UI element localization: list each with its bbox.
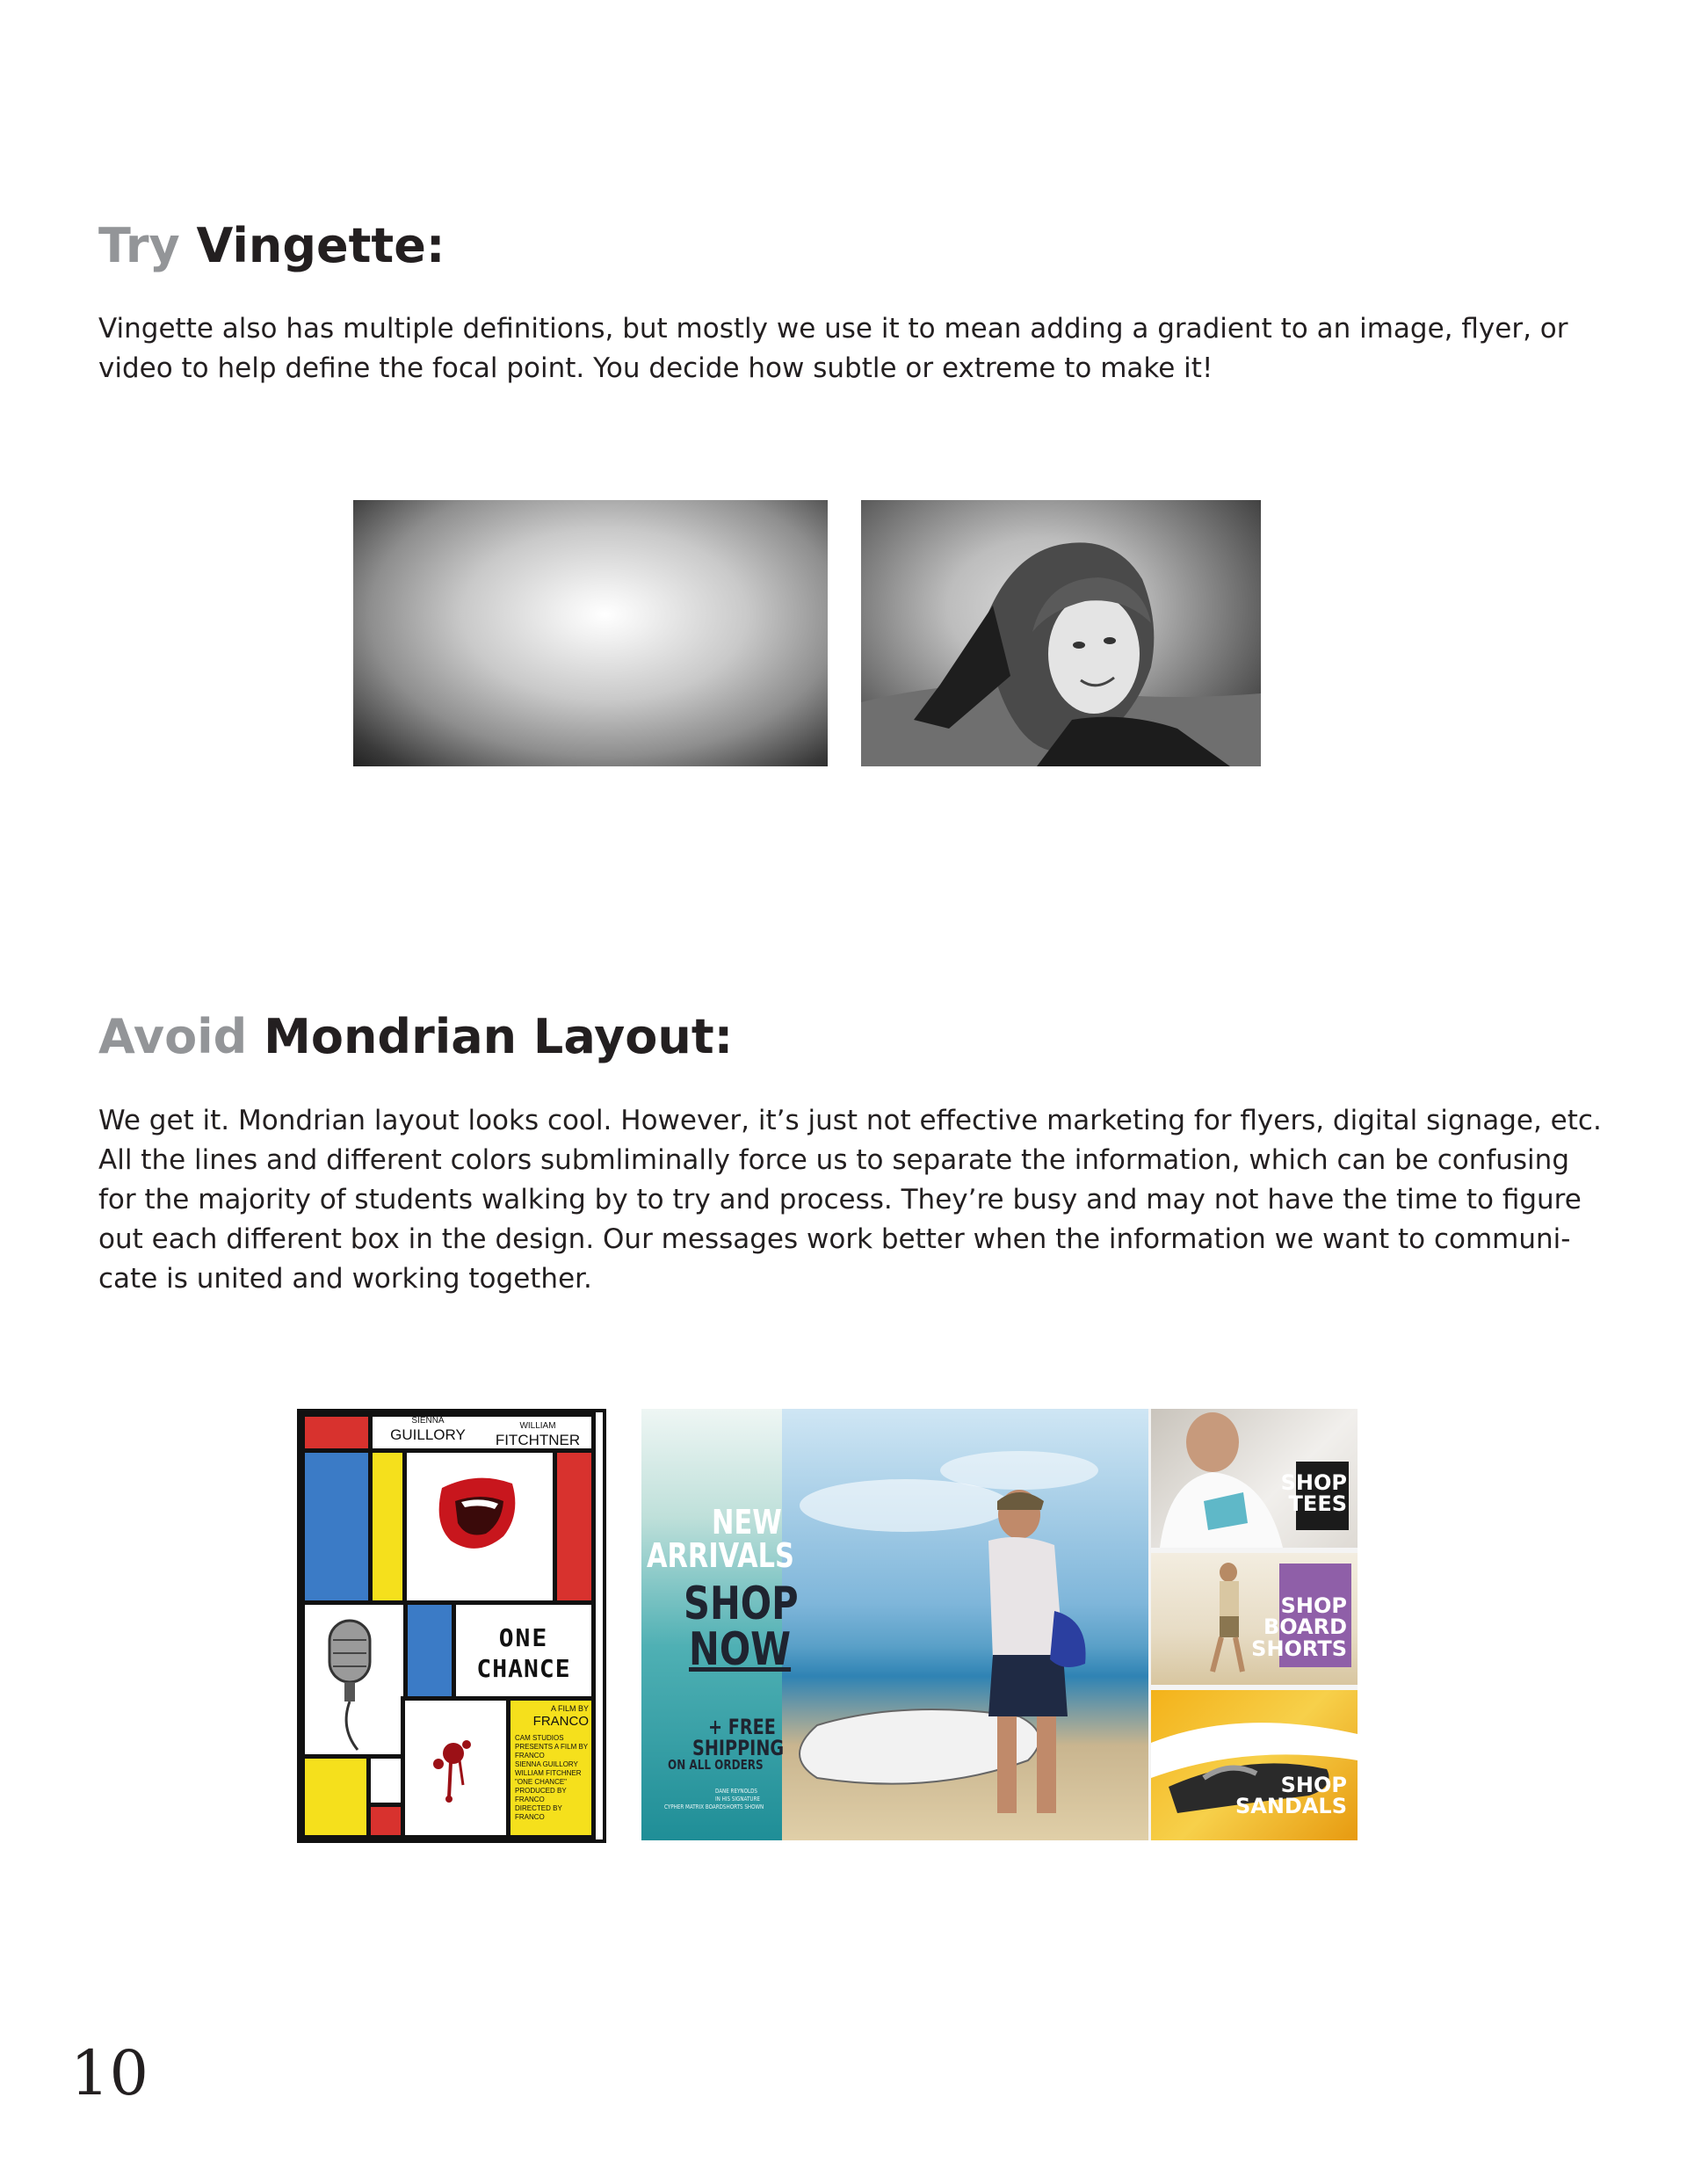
shop-tees-link[interactable]: SHOP TEES [1280,1470,1347,1517]
surf-shop-ad [641,1409,1358,1840]
mondrian-line-2: All the lines and different colors submliminally force us to separate the information, which can be confusing [98,1144,1569,1176]
poster-actor2-first: WILLIAM [519,1421,556,1431]
vignette-line-1: Vingette also has multiple definitions, but mostly we use it to mean adding a gradient to an image, flyer, or [98,313,1568,345]
poster-credits [515,1734,590,1822]
credit-line: PRODUCED BY [515,1787,567,1795]
credit-line: "ONE CHANCE" [515,1778,568,1786]
vignette-line-2: video to help define the focal point. You decide how subtle or extreme to make it! [98,352,1213,384]
tees-tile[interactable] [1151,1409,1358,1548]
heading-title-vingette: Vingette: [196,218,445,273]
ad-fine-print-2: IN HIS SIGNATURE [715,1796,760,1803]
poster-cell [553,1448,596,1605]
mondrian-paragraph [98,1101,1602,1299]
vignette-paragraph [98,309,1568,388]
poster-blood-cell [401,1696,510,1839]
poster-title-line-1: ONE [498,1623,549,1652]
credit-line: PRESENTS A FILM BY [515,1743,589,1751]
poster-cell [368,1448,407,1605]
blood-drops-icon [405,1701,506,1835]
mondrian-line-1: We get it. Mondrian layout looks cool. However, it’s just not effective marketing for flyers, digital signage, etc. [98,1105,1602,1136]
ad-shop: SHOP [684,1578,799,1630]
vignette-heading [98,218,445,273]
mondrian-movie-poster [297,1409,606,1843]
heading-keyword-try: Try [98,218,180,273]
ad-free: + FREE [708,1715,776,1739]
poster-film-by: A FILM BY [550,1704,589,1713]
poster-cell [300,1448,373,1605]
poster-cell [366,1803,405,1839]
ad-new: NEW [712,1503,782,1542]
lips-icon [407,1453,553,1600]
ad-fine-print-3: CYPHER MATRIX BOARDSHORTS SHOWN [664,1803,764,1810]
poster-actor1-first: SIENNA [411,1416,445,1426]
mondrian-line-5: cate is united and working together. [98,1263,592,1295]
credit-line: WILLIAM FITCHNER [515,1769,582,1777]
heading-keyword-avoid: Avoid [98,1009,248,1064]
vignette-portrait-photo [861,500,1261,766]
credit-line: FRANCO [515,1752,545,1760]
poster-microphone-cell [300,1600,408,1759]
microphone-icon [305,1605,403,1754]
poster-director: FRANCO [532,1714,589,1729]
credit-line: CAM STUDIOS [515,1734,564,1742]
ad-orders: ON ALL ORDERS [668,1757,764,1773]
poster-cell [366,1754,405,1807]
poster-actor1-last: GUILLORY [390,1426,466,1443]
poster-cell [300,1754,371,1839]
portrait-illustration [861,500,1261,766]
shop-sandals-link[interactable]: SHOP SANDALS [1234,1773,1347,1819]
credit-line: SIENNA GUILLORY [515,1760,578,1768]
vignette-gradient-image [353,500,828,766]
credit-line: FRANCO [515,1813,545,1821]
ad-now: NOW [689,1623,792,1676]
poster-title-line-2: CHANCE [476,1654,571,1683]
sandals-tile[interactable] [1151,1690,1358,1840]
shop-board-shorts-link[interactable]: SHOP BOARD SHORTS [1251,1593,1347,1661]
ad-shipping: SHIPPING [692,1736,785,1760]
page-number: 10 [70,2037,149,2109]
ad-arrivals: ARRIVALS [647,1536,794,1575]
mondrian-line-4: out each different box in the design. Our messages work better when the information we want to communi- [98,1223,1571,1255]
poster-actor2-last: FITCHTNER [495,1432,581,1448]
mondrian-line-3: for the majority of students walking by to try and process. They’re busy and may not have the time to figure [98,1184,1582,1215]
ad-fine-print-1: DANE REYNOLDS [715,1788,757,1795]
poster-lips-cell [402,1448,557,1605]
poster-cell [300,1412,373,1453]
credit-line: DIRECTED BY [515,1804,562,1812]
credit-line: FRANCO [515,1796,545,1803]
heading-title-mondrian: Mondrian Layout: [264,1009,734,1064]
mondrian-heading [98,1009,733,1064]
shorts-tile[interactable] [1151,1553,1358,1685]
